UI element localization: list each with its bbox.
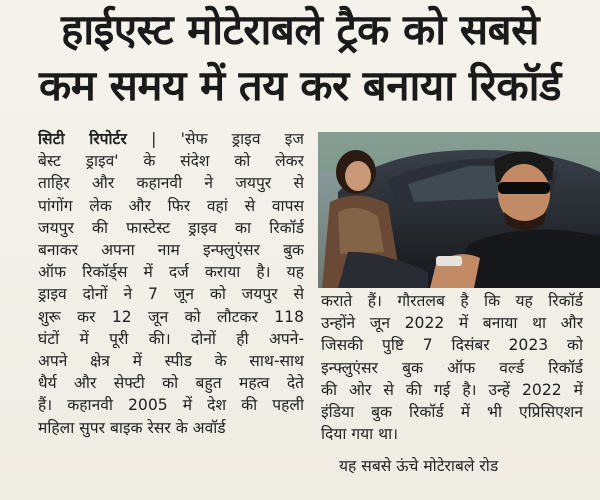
byline: सिटी रिपोर्टर (38, 130, 127, 148)
article-line: 'सेफ ड्राइव इज (180, 130, 304, 148)
article-line: ऑफ रिकॉर्ड्स में दर्ज कराया है। यह (38, 263, 304, 282)
headline-line-1: हाईएस्ट मोटेराबले ट्रैक को सबसे (60, 5, 540, 54)
article-column-left (38, 128, 304, 439)
article-line: घंटों में पूरी की। दोनों ही अपने- (38, 329, 304, 348)
photo-illustration (318, 132, 600, 288)
article-line: दिया गया था। (321, 425, 399, 444)
article-first-line (38, 128, 304, 150)
article-line: शुरू कर 12 जून को लौटकर 118 (38, 307, 304, 326)
article-line: अपने क्षेत्र में स्पीड के साथ-साथ (38, 352, 304, 371)
article-line: की ओर से की गई है। उन्हें 2022 में (321, 380, 583, 399)
byline-separator: | (151, 130, 157, 148)
article-column-right (321, 290, 583, 478)
article-line: ड्राइव दोनों ने 7 जून को जयपुर से (38, 285, 304, 304)
article-line: बेस्ट ड्राइव' के संदेश को लेकर (38, 152, 304, 171)
article-line: यह सबसे ऊंचे मोटेराबले रोड (339, 457, 499, 476)
paragraph-gap (321, 445, 583, 455)
article-line: ताहिर और कहानवी ने जयपुर से (38, 174, 304, 193)
article-line: जयपुर की फास्टेस्ट ड्राइव का रिकॉर्ड (38, 218, 304, 237)
article-line: पांगोंग लेक और फिर वहां से वापस (38, 196, 304, 215)
article-line: उन्होंने जून 2022 में बनाया था और (321, 314, 583, 333)
article-line: जिसकी पुष्टि 7 दिसंबर 2023 को (321, 336, 583, 355)
article-line: धैर्य और सेफ्टी को बहुत महत्व देते (38, 374, 304, 393)
article-line: महिला सुपर बाइक रेसर के अवॉर्ड (38, 418, 226, 437)
article-line: हैं। कहानवी 2005 में देश की पहली (38, 396, 304, 415)
headline-line-2: कम समय में तय कर बनाया रिकॉर्ड (39, 61, 561, 110)
headline (0, 2, 600, 114)
article-photo (318, 132, 600, 288)
article-line: बनाकर अपना नाम इन्फ्लुएंसर बुक (38, 241, 304, 260)
article-line: कराते हैं। गौरतलब है कि यह रिकॉर्ड (321, 292, 583, 310)
article-line: इंडिया बुक रिकॉर्ड में भी एप्रिसिएशन (321, 403, 583, 422)
article-line: इन्फ्लुएंसर बुक ऑफ वर्ल्ड रिकॉर्ड (321, 358, 583, 377)
